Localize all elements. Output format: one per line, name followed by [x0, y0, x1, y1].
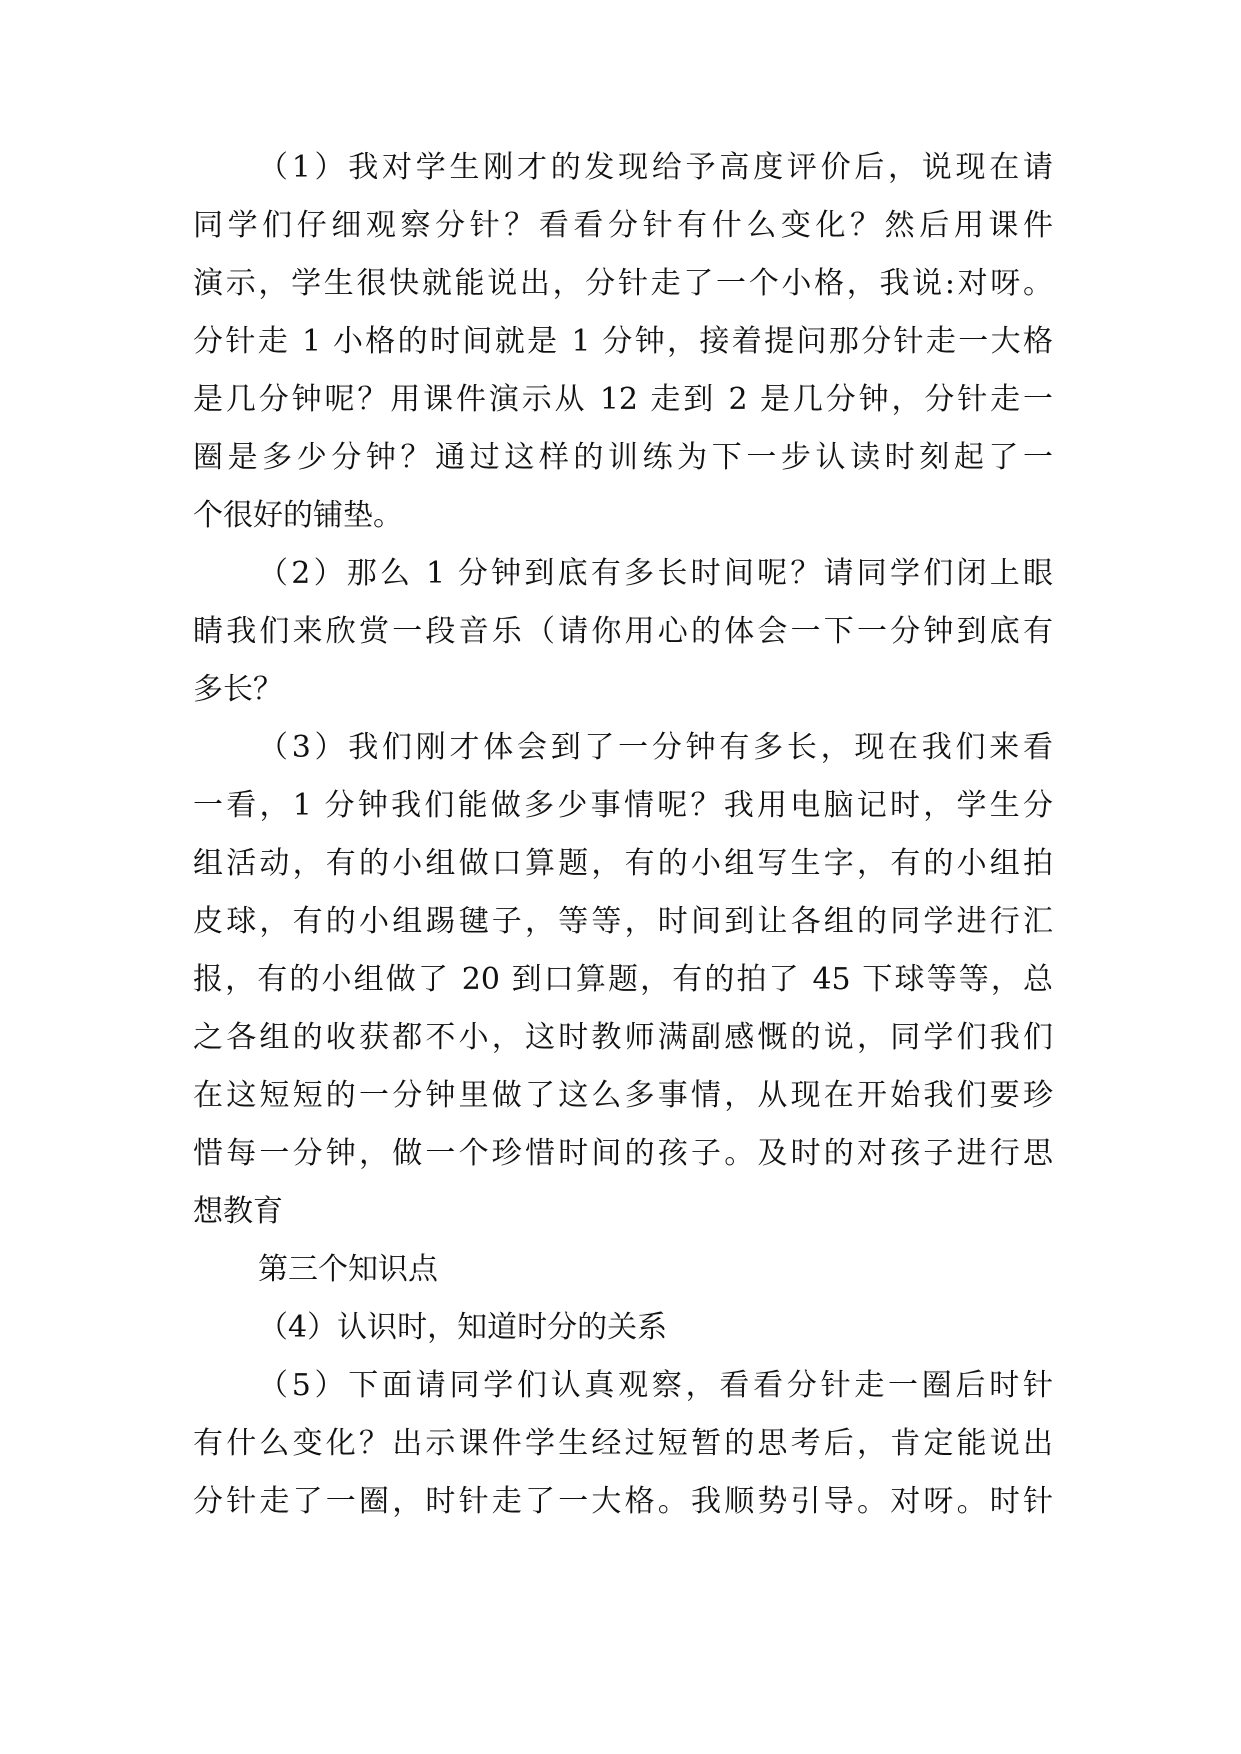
paragraph-5-line-1: （5）下面请同学们认真观察，看看分针走一圈后时针	[258, 1368, 1053, 1403]
paragraph-1-line-3: 演示，学生很快就能说出，分针走了一个小格，我说:对呀。	[193, 266, 1053, 301]
paragraph-3-line-7: 在这短短的一分钟里做了这么多事情，从现在开始我们要珍	[193, 1078, 1053, 1113]
paragraph-5-line-2: 有什么变化？出示课件学生经过短暂的思考后，肯定能说出	[193, 1426, 1053, 1461]
paragraph-3-line-5: 报，有的小组做了 20 到口算题，有的拍了 45 下球等等，总	[193, 962, 1053, 997]
paragraph-1-line-6: 圈是多少分钟？通过这样的训练为下一步认读时刻起了一	[193, 440, 1053, 475]
paragraph-2-line-1: （2）那么 1 分钟到底有多长时间呢？请同学们闭上眼	[258, 556, 1053, 591]
paragraph-3-line-8: 惜每一分钟，做一个珍惜时间的孩子。及时的对孩子进行思	[193, 1136, 1053, 1171]
paragraph-3-line-6: 之各组的收获都不小，这时教师满副感慨的说，同学们我们	[193, 1020, 1053, 1055]
paragraph-1-line-7: 个很好的铺垫。	[193, 498, 403, 533]
paragraph-1-line-2: 同学们仔细观察分针？看看分针有什么变化？然后用课件	[193, 208, 1053, 243]
paragraph-4-line-1: （4）认识时，知道时分的关系	[258, 1310, 668, 1345]
paragraph-1-line-1: （1）我对学生刚才的发现给予高度评价后，说现在请	[258, 150, 1053, 185]
section-heading: 第三个知识点	[258, 1252, 438, 1287]
paragraph-3-line-9: 想教育	[193, 1194, 283, 1229]
paragraph-1-line-5: 是几分钟呢？用课件演示从 12 走到 2 是几分钟，分针走一	[193, 382, 1053, 417]
paragraph-3-line-2: 一看，1 分钟我们能做多少事情呢？我用电脑记时，学生分	[193, 788, 1053, 823]
paragraph-5-line-3: 分针走了一圈，时针走了一大格。我顺势引导。对呀。时针	[193, 1484, 1053, 1519]
paragraph-3-line-1: （3）我们刚才体会到了一分钟有多长，现在我们来看	[258, 730, 1053, 765]
paragraph-2-line-3: 多长？	[193, 672, 283, 707]
paragraph-3-line-4: 皮球，有的小组踢毽子，等等，时间到让各组的同学进行汇	[193, 904, 1053, 939]
paragraph-2-line-2: 睛我们来欣赏一段音乐（请你用心的体会一下一分钟到底有	[193, 614, 1053, 649]
paragraph-1-line-4: 分针走 1 小格的时间就是 1 分钟，接着提问那分针走一大格	[193, 324, 1053, 359]
paragraph-3-line-3: 组活动，有的小组做口算题，有的小组写生字，有的小组拍	[193, 846, 1053, 881]
